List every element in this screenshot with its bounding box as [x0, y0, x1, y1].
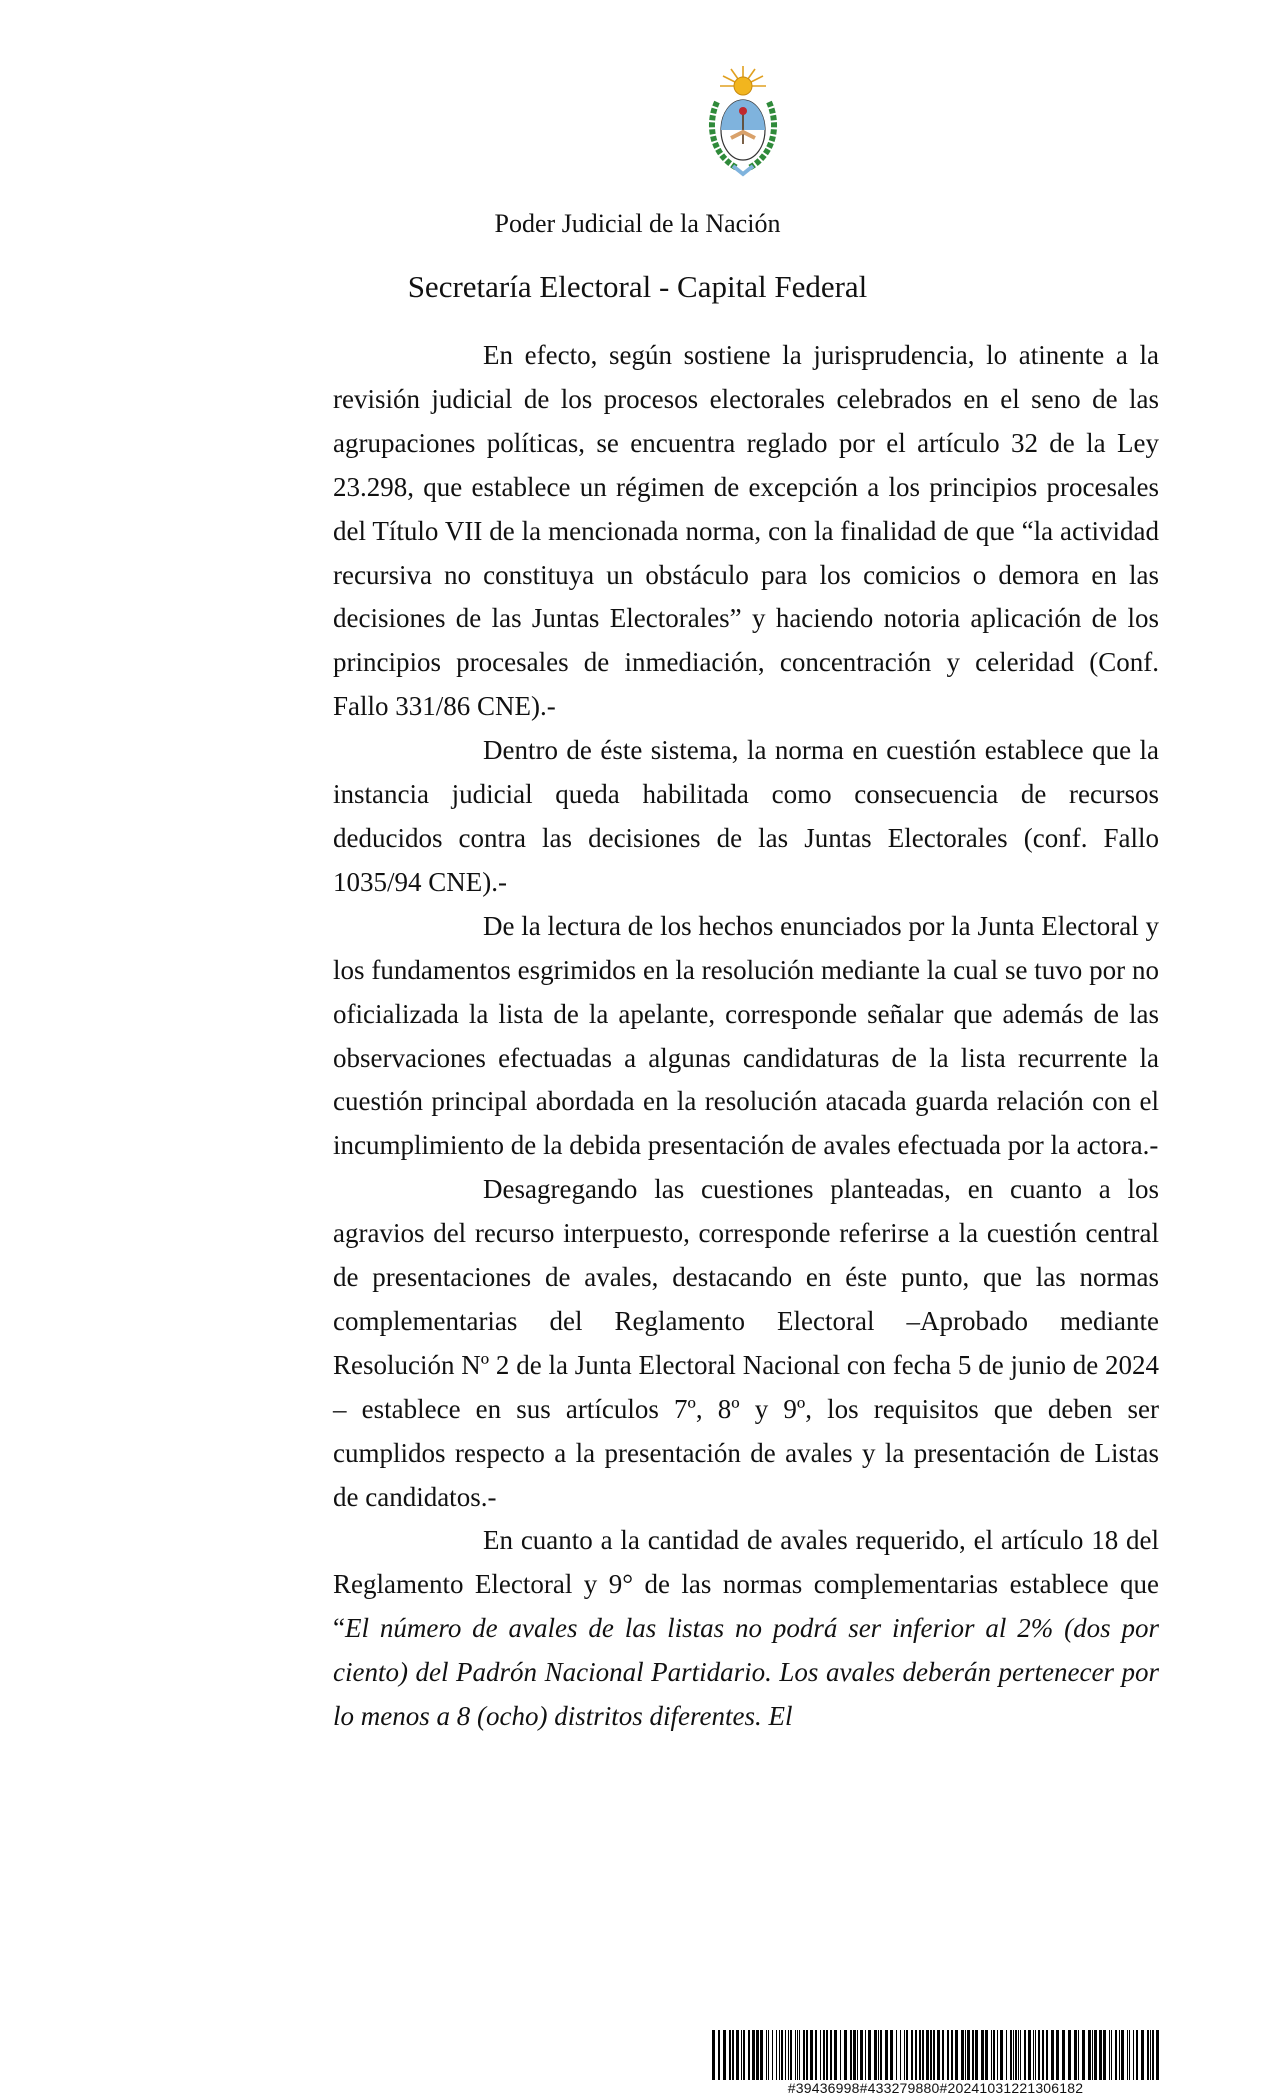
paragraph-3: De la lectura de los hechos enunciados por la Junta Electoral y los fundamentos esgrimidos en la resolución mediante la cual se tuvo por no oficializada la lista de la apelante, corresponde señalar que además de las observaciones efectuadas a algunas candidaturas de la lista recurrente la cuestión principal abordada en la resolución atacada guarda relación con el incumplimiento de la debida presentación de avales efectuada por la actora.- [333, 910, 1159, 1161]
paragraph-5 [333, 1519, 1159, 1739]
barcode-number: #39436998#433279880#20241031221306182 [787, 2080, 1084, 2096]
barcode [712, 2030, 1159, 2080]
paragraph-4: Desagregando las cuestiones planteadas, en cuanto a los agravios del recurso interpuesto, corresponde referirse a la cuestión central de presentaciones de avales, destacando en éste punto, que las normas complementarias del Reglamento Electoral –Aprobado mediante Resolución Nº 2 de la Junta Electoral Nacional con fecha 5 de junio de 2024 – establece en sus artículos 7º, 8º y 9º, los requisitos que deben ser cumplidos respecto a la presentación de avales y la presentación de Listas de candidatos.- [333, 1174, 1159, 1512]
paragraph-5-text: En cuanto a la cantidad de avales requerido, el artículo 18 del Reglamento Electoral y 9° de las normas complementarias establece que “ [333, 1525, 1159, 1644]
argentine-coat-of-arms-icon [703, 62, 783, 182]
office-heading: Secretaría Electoral - Capital Federal [407, 269, 868, 304]
document-body [333, 334, 1159, 1739]
paragraph-2: Dentro de éste sistema, la norma en cuestión establece que la instancia judicial queda habilitada como consecuencia de recursos deducidos contra las decisiones de las Juntas Electorales (conf. Fallo 1035/94 CNE).- [333, 735, 1159, 897]
institution-heading: Poder Judicial de la Nación [494, 209, 781, 238]
paragraph-1: En efecto, según sostiene la jurisprudencia, lo atinente a la revisión judicial de los procesos electorales celebrados en el seno de las agrupaciones políticas, se encuentra reglado por el artículo 32 de la Ley 23.298, que establece un régimen de excepción a los principios procesales del Título VII de la mencionada norma, con la finalidad de que “la actividad recursiva no constituya un obstáculo para los comicios o demora en las decisiones de las Juntas Electorales” y haciendo notoria aplicación de los principios procesales de inmediación, concentración y celeridad (Conf. Fallo 331/86 CNE).- [333, 340, 1159, 722]
paragraph-5-quote: El número de avales de las listas no podrá ser inferior al 2% (dos por ciento) del Padrón Nacional Partidario. Los avales deberán pertenecer por lo menos a 8 (ocho) distritos diferentes. El [333, 1613, 1159, 1732]
